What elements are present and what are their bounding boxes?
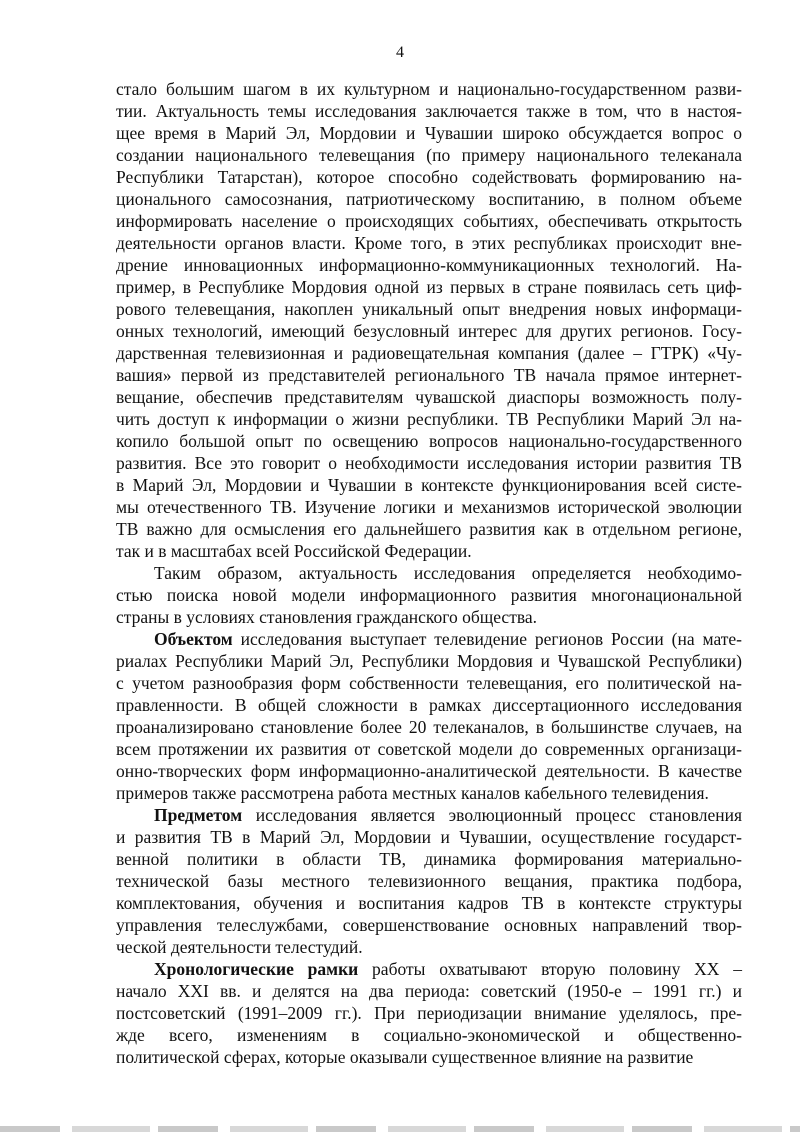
text-line: онных технологий, имеющий безусловный интерес для других регионов. Госу- <box>116 321 742 341</box>
bold-term-chronology: Хронологические рамки <box>154 959 359 979</box>
text-line: примеров также рассмотрена работа местных каналов кабельного телевидения. <box>116 783 709 803</box>
text-line: Таким образом, актуальность исследования определяется необходимо- <box>154 563 742 583</box>
page-bottom-edge <box>0 1126 800 1132</box>
text-line: создании национального телевещания (по примеру национального телеканала <box>116 145 742 165</box>
text-line: стью поиска новой модели информационного развития многонациональной <box>116 585 742 605</box>
text-line: страны в условиях становления гражданского общества. <box>116 607 538 627</box>
text-line: правленности. В общей сложности в рамках диссертационного исследования <box>116 695 742 715</box>
text-line: деятельности органов власти. Кроме того, в этих республиках происходит вне- <box>116 233 742 253</box>
text-line: пример, в Республике Мордовия одной из первых в стране появилась сеть циф- <box>116 277 742 297</box>
bold-term-subject: Предметом <box>154 805 243 825</box>
text-line: вещание, обеспечив представителям чувашской диаспоры возможность полу- <box>116 387 742 407</box>
text-line: развития. Все это говорит о необходимости исследования истории развития ТВ <box>116 453 742 473</box>
text-line: ционального самосознания, патриотическому воспитанию, в полном объеме <box>116 189 742 209</box>
text-line: так и в масштабах всей Российской Федерации. <box>116 541 472 561</box>
text-line: венной политики в области ТВ, динамика формирования материально- <box>116 849 742 869</box>
text-line: риалах Республики Марий Эл, Республики Мордовия и Чувашской Республики) <box>116 651 742 671</box>
text-run: исследования является эволюционный процесс становления <box>242 805 742 825</box>
text-line <box>154 628 742 650</box>
text-line: ТВ важно для осмысления его дальнейшего развития как в отдельном регионе, <box>116 519 742 539</box>
text-line <box>154 804 742 826</box>
text-line: с учетом разнообразия форм собственности телевещания, его политической на- <box>116 673 742 693</box>
text-line: Республики Татарстан), которое способно содействовать формированию на- <box>116 167 742 187</box>
text-line: информировать население о происходящих событиях, обеспечивать открытость <box>116 211 742 231</box>
text-line: технической базы местного телевизионного вещания, практика подбора, <box>116 871 742 891</box>
text-line: дрение инновационных информационно-коммуникационных технологий. На- <box>116 255 742 275</box>
text-line: чить доступ к информации о жизни республики. ТВ Республики Марий Эл на- <box>116 409 742 429</box>
text-line: всем протяжении их развития от советской модели до современных организаци- <box>116 739 742 759</box>
text-line: в Марий Эл, Мордовии и Чувашии в контексте функционирования всей систе- <box>116 475 742 495</box>
text-line: политической сферах, которые оказывали существенное влияние на развитие <box>116 1047 694 1067</box>
text-line: постсоветский (1991–2009 гг.). При периодизации внимание уделялось, пре- <box>116 1003 742 1023</box>
text-line: вашия» первой из представителей регионального ТВ начала прямое интернет- <box>116 365 742 385</box>
bold-term-object: Объектом <box>154 629 233 649</box>
text-run: работы охватывают вторую половину XX – <box>358 959 742 979</box>
text-line: жде всего, изменениям в социально-экономической и общественно- <box>116 1025 742 1045</box>
text-line: онно-творческих форм информационно-аналитической деятельности. В качестве <box>116 761 742 781</box>
text-line: щее время в Марий Эл, Мордовии и Чувашии широко обсуждается вопрос о <box>116 123 742 143</box>
text-line: мы отечественного ТВ. Изучение логики и механизмов исторической эволюции <box>116 497 742 517</box>
text-line: начало XXI вв. и делятся на два периода: советский (1950-е – 1991 гг.) и <box>116 981 742 1001</box>
text-line: и развития ТВ в Марий Эл, Мордовии и Чувашии, осуществление государст- <box>116 827 742 847</box>
text-line: дарственная телевизионная и радиовещательная компания (далее – ГТРК) «Чу- <box>116 343 742 363</box>
text-line: управления телеслужбами, совершенствование основных направлений твор- <box>116 915 742 935</box>
text-run: исследования выступает телевидение регионов России (на мате- <box>232 629 742 649</box>
text-line: рового телевещания, накоплен уникальный опыт внедрения новых информаци- <box>116 299 742 319</box>
text-line: тии. Актуальность темы исследования заключается также в том, что в настоя- <box>116 101 742 121</box>
page-number: 4 <box>396 44 404 61</box>
text-line: ческой деятельности телестудий. <box>116 937 363 957</box>
text-line: копило большой опыт по освещению вопросов национально-государственного <box>116 431 742 451</box>
text-line: комплектования, обучения и воспитания кадров ТВ в контексте структуры <box>116 893 742 913</box>
text-line: стало большим шагом в их культурном и национально-государственном разви- <box>116 79 742 99</box>
text-line: проанализировано становление более 20 телеканалов, в большинстве случаев, на <box>116 717 742 737</box>
text-line <box>154 958 742 980</box>
